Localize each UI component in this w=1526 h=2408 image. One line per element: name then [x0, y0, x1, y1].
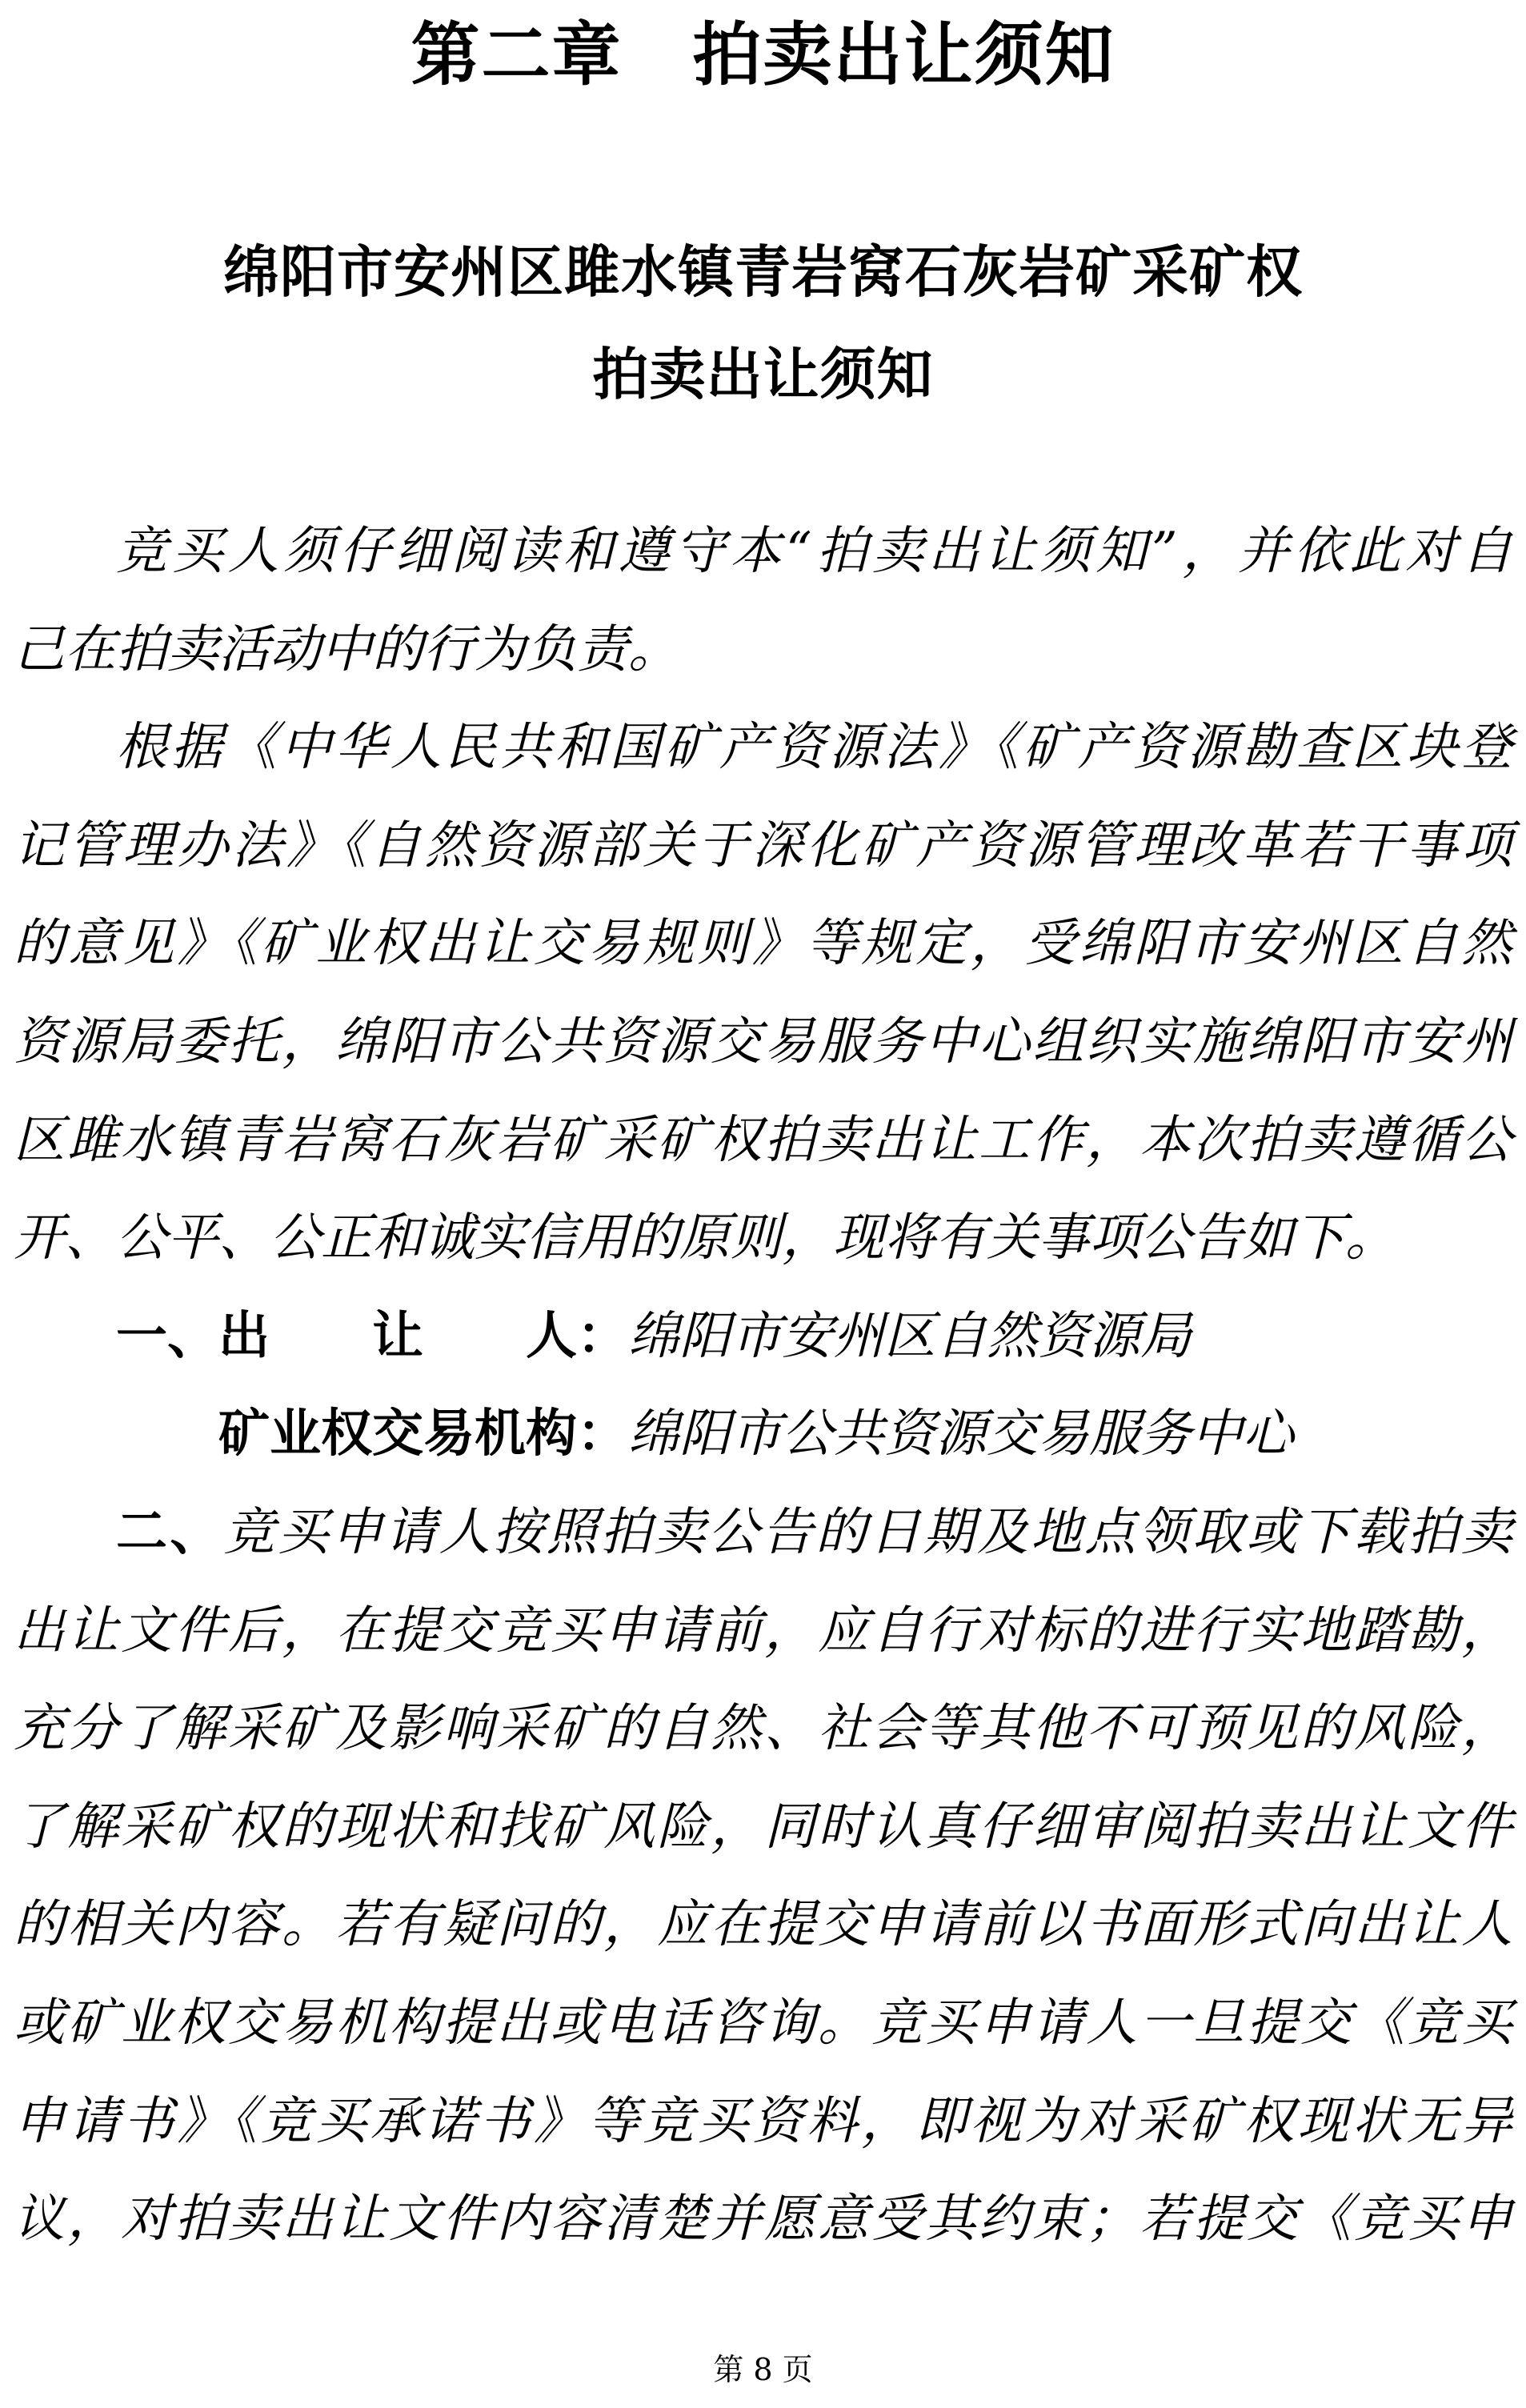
- chapter-title: 第二章 拍卖出让须知: [411, 14, 1115, 95]
- text-run: 或矿业权交易机构提出或电话咨询。竞买申请人一旦提交《竞买: [14, 1993, 1512, 2053]
- bold-text-run: 二、: [116, 1501, 224, 1562]
- body-line: [14, 1680, 1512, 1778]
- text-run: 开、公平、公正和诚实信用的原则，现将有关事项公告如下。: [14, 1208, 1396, 1268]
- text-run: 申请书》《竞买承诺书》等竞买资料，即视为对采矿权现状无异: [14, 2091, 1512, 2151]
- text-run: 记管理办法》《自然资源部关于深化矿产资源管理改革若干事项: [14, 815, 1512, 875]
- body-line: [14, 601, 1512, 699]
- text-run: 绵阳市公共资源交易服务中心: [628, 1404, 1294, 1464]
- text-run: 出让文件后，在提交竞买申请前，应自行对标的进行实地踏勘，: [14, 1601, 1512, 1661]
- document-body: [0, 503, 1526, 2269]
- body-line: [14, 1092, 1512, 1190]
- body-line: [14, 1385, 1512, 1484]
- text-run: 了解采矿权的现状和找矿风险，同时认真仔细审阅拍卖出让文件: [14, 1797, 1512, 1857]
- text-run: 区雎水镇青岩窝石灰岩矿采矿权拍卖出让工作，本次拍卖遵循公: [14, 1110, 1512, 1170]
- text-run: 充分了解采矿及影响采矿的自然、社会等其他不可预见的风险，: [14, 1699, 1512, 1759]
- body-line: [14, 699, 1512, 797]
- body-line: [14, 1582, 1512, 1681]
- subtitle-line-2: 拍卖出让须知: [592, 342, 934, 407]
- text-run: 的相关内容。若有疑问的，应在提交申请前以书面形式向出让人: [14, 1895, 1512, 1955]
- page-number-label: 第 8 页: [713, 2352, 813, 2387]
- body-line: [14, 1484, 1512, 1582]
- text-run: 竞买人须仔细阅读和遵守本“拍卖出让须知”，并依此对自: [116, 522, 1512, 581]
- body-line: [14, 503, 1512, 601]
- subtitle-line-1: 绵阳市安州区雎水镇青岩窝石灰岩矿采矿权: [223, 239, 1303, 305]
- page-footer: [0, 2352, 1526, 2387]
- text-run: 资源局委托，绵阳市公共资源交易服务中心组织实施绵阳市安州: [14, 1012, 1512, 1072]
- document-subtitle: [0, 221, 1526, 426]
- bold-text-run: 一、出 让 人：: [116, 1305, 628, 1366]
- body-line: [14, 1288, 1512, 1386]
- text-run: 议，对拍卖出让文件内容清楚并愿意受其约束；若提交《竞买申: [14, 2190, 1512, 2250]
- body-line: [14, 1189, 1512, 1288]
- text-run: 根据《中华人民共和国矿产资源法》《矿产资源勘查区块登: [116, 718, 1512, 778]
- text-run: 绵阳市安州区自然资源局: [628, 1306, 1192, 1366]
- body-line: [14, 895, 1512, 993]
- body-line: [14, 1778, 1512, 1877]
- body-line: [14, 1974, 1512, 2073]
- body-line: [14, 2170, 1512, 2269]
- text-run: 的意见》《矿业权出让交易规则》等规定，受绵阳市安州区自然: [14, 914, 1512, 974]
- bold-text-run: 矿业权交易机构：: [218, 1404, 628, 1464]
- body-line: [14, 2073, 1512, 2171]
- text-run: 己在拍卖活动中的行为负责。: [14, 619, 679, 679]
- body-line: [14, 993, 1512, 1092]
- text-run: 竞买申请人按照拍卖公告的日期及地点领取或下载拍卖: [223, 1502, 1513, 1562]
- body-line: [14, 1876, 1512, 1974]
- body-line: [14, 797, 1512, 895]
